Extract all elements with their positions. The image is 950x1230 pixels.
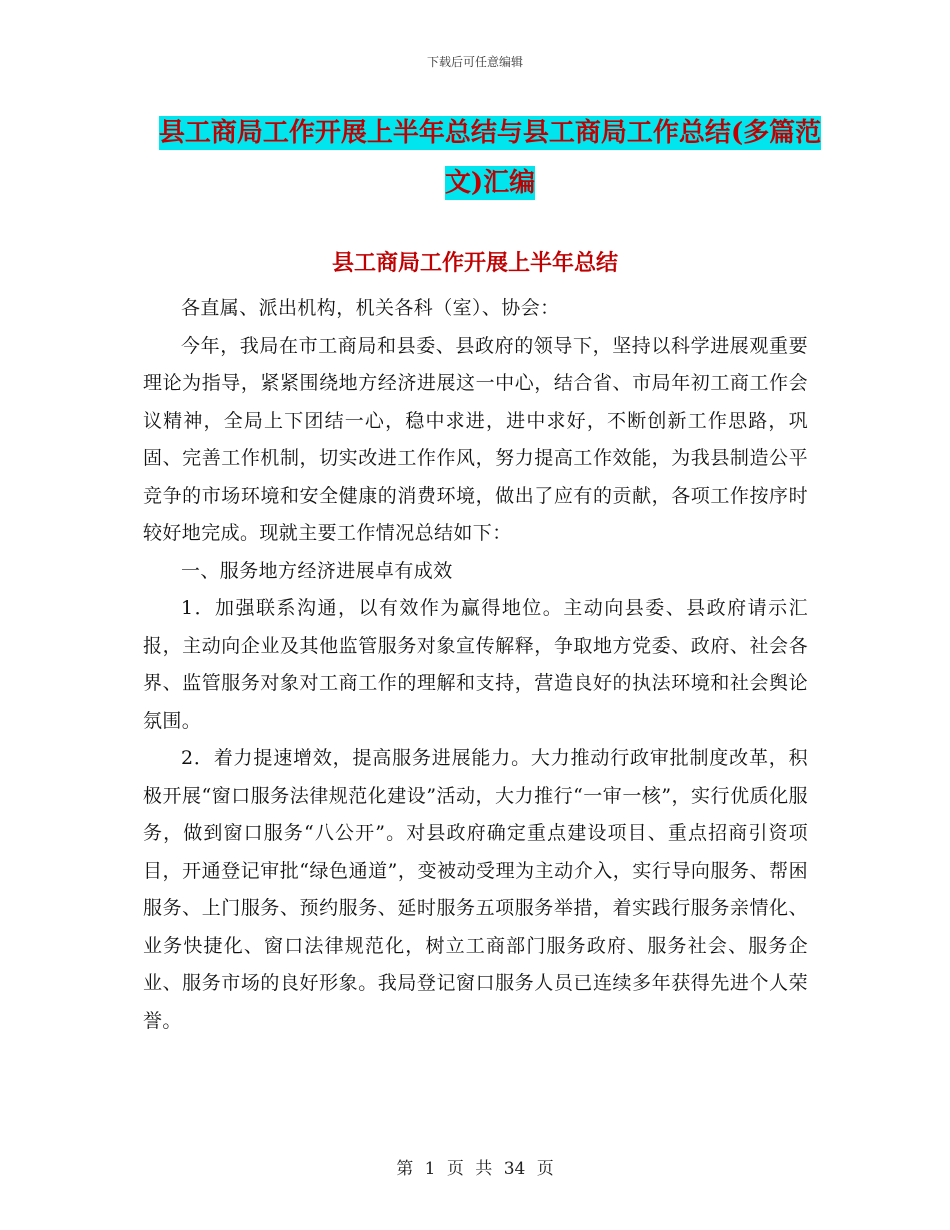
body-paragraph: 各直属、派出机构，机关各科（室）、协会： [181, 297, 560, 319]
page-header-note: 下载后可任意编辑 [426, 55, 523, 69]
body-paragraph: 一、服务地方经济进展卓有成效 [181, 559, 453, 582]
body-paragraph: 2．着力提速增效，提高服务进展能力。大力推动行政审批制度改革，积极开展“窗口服务法律规范化建设”活动，大力推行“一审一核”，实行优质化服务，做到窗口服务“八公开”。对县政府确定重点建设项目、重点招商引资项目，开通登记审批“绿色通道”，变被动受理为主动介入，实行导向服务、帮困服务、上门服务、预约服务、延时服务五项服务举措，着实践行服务亲情化、业务快捷化、窗口法律规范化，树立工商部门服务政府、服务社会、服务企业、服务市场的良好形象。我局登记窗口服务人员已连续多年获得先进个人荣誉。 [143, 747, 808, 1032]
body-paragraph: 今年，我局在市工商局和县委、县政府的领导下，坚持以科学进展观重要理论为指导，紧紧围绕地方经济进展这一中心，结合省、市局年初工商工作会议精神，全局上下团结一心，稳中求进，进中求好，不断创新工作思路，巩固、完善工作机制，切实改进工作作风，努力提高工作效能，为我县制造公平竞争的市场环境和安全健康的消费环境，做出了应有的贡献，各项工作按序时较好地完成。现就主要工作情况总结如下： [143, 334, 808, 544]
document-title [140, 108, 840, 208]
body-paragraph: 1．加强联系沟通，以有效作为赢得地位。主动向县委、县政府请示汇报，主动向企业及其他监管服务对象宣传解释，争取地方党委、政府、社会各界、监管服务对象对工商工作的理解和支持，营造良好的执法环境和社会舆论氛围。 [143, 597, 808, 732]
section-title: 县工商局工作开展上半年总结 [331, 250, 618, 276]
page-number: 第 1 页 共 34 页 [396, 1159, 554, 1179]
document-body [143, 290, 808, 1040]
document-title-text: 县工商局工作开展上半年总结与县工商局工作总结(多篇范文)汇编 [158, 118, 822, 198]
